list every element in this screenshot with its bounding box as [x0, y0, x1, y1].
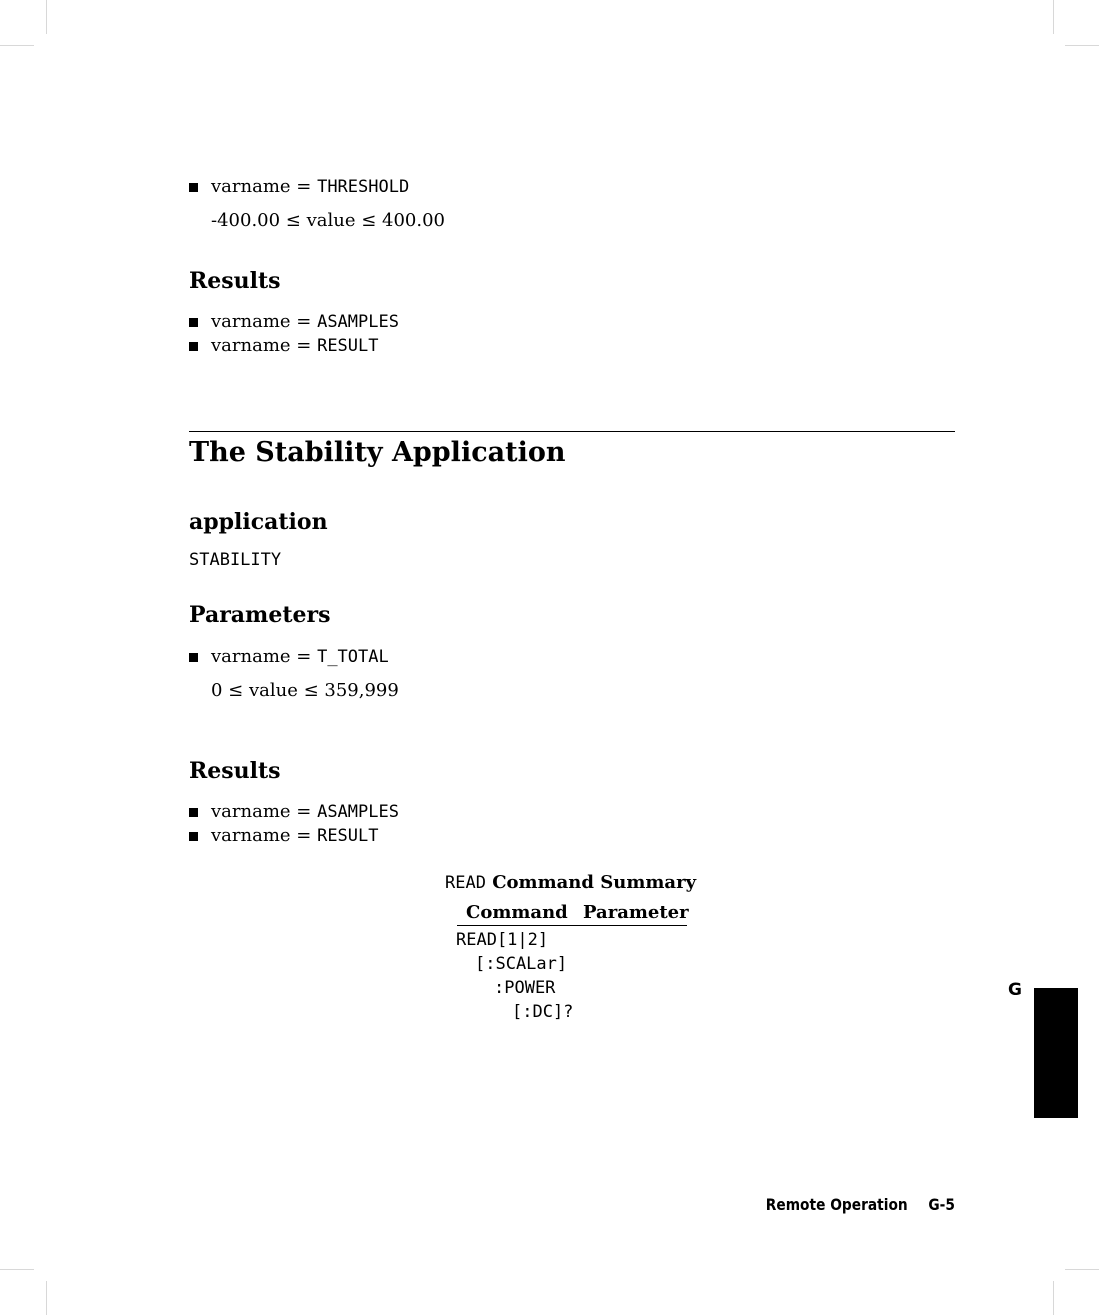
section-rule	[189, 431, 955, 432]
results-heading: Results	[189, 758, 281, 784]
crop-mark	[1065, 1269, 1099, 1270]
list-item	[189, 335, 589, 357]
table-caption	[445, 872, 696, 893]
application-value: STABILITY	[189, 550, 282, 570]
value-range: -400.00 ≤ value ≤ 400.00	[211, 210, 445, 231]
list-item	[189, 801, 589, 823]
page-footer	[766, 1195, 955, 1214]
table-caption-command: READ	[445, 873, 486, 893]
bullet-icon	[189, 183, 198, 192]
crop-mark	[1053, 0, 1054, 34]
varname-value: RESULT	[317, 336, 379, 356]
chapter-tab-marker	[1034, 988, 1078, 1118]
crop-mark	[46, 0, 47, 34]
varname-value: T_TOTAL	[317, 647, 389, 667]
crop-mark	[46, 1281, 47, 1315]
varname-value: ASAMPLES	[317, 312, 399, 332]
crop-mark	[1065, 45, 1099, 46]
list-item	[189, 311, 589, 333]
table-row: [:DC]?	[512, 1002, 574, 1022]
section-title: The Stability Application	[189, 437, 566, 468]
crop-mark	[1053, 1281, 1054, 1315]
bullet-icon	[189, 318, 198, 327]
table-header-command: Command	[466, 902, 568, 923]
varname-label: varname =	[211, 335, 318, 356]
varname-value: THRESHOLD	[317, 177, 410, 197]
varname-label: varname =	[211, 176, 318, 197]
table-row: :POWER	[494, 978, 556, 998]
varname-label: varname =	[211, 311, 318, 332]
varname-label: varname =	[211, 825, 318, 846]
value-range: 0 ≤ value ≤ 359,999	[211, 680, 399, 701]
varname-label: varname =	[211, 801, 318, 822]
footer-section: Remote Operation	[765, 1195, 908, 1214]
table-header-parameter: Parameter	[583, 902, 689, 923]
varname-value: RESULT	[317, 826, 379, 846]
table-caption-text: Command Summary	[485, 872, 697, 893]
table-row: READ[1|2]	[456, 930, 549, 950]
varname-label: varname =	[211, 646, 318, 667]
bullet-icon	[189, 808, 198, 817]
varname-value: ASAMPLES	[317, 802, 399, 822]
crop-mark	[0, 1269, 34, 1270]
chapter-tab-letter: G	[1008, 980, 1022, 1000]
application-heading: application	[189, 509, 328, 535]
bullet-icon	[189, 832, 198, 841]
results-heading: Results	[189, 268, 281, 294]
list-item	[189, 176, 589, 198]
bullet-icon	[189, 342, 198, 351]
bullet-icon	[189, 653, 198, 662]
parameters-heading: Parameters	[189, 602, 331, 628]
list-item	[189, 825, 589, 847]
table-row: [:SCALar]	[475, 954, 568, 974]
crop-mark	[0, 45, 34, 46]
list-item	[189, 646, 589, 668]
table-header-rule	[457, 925, 687, 926]
footer-page-number: G-5	[928, 1195, 955, 1214]
